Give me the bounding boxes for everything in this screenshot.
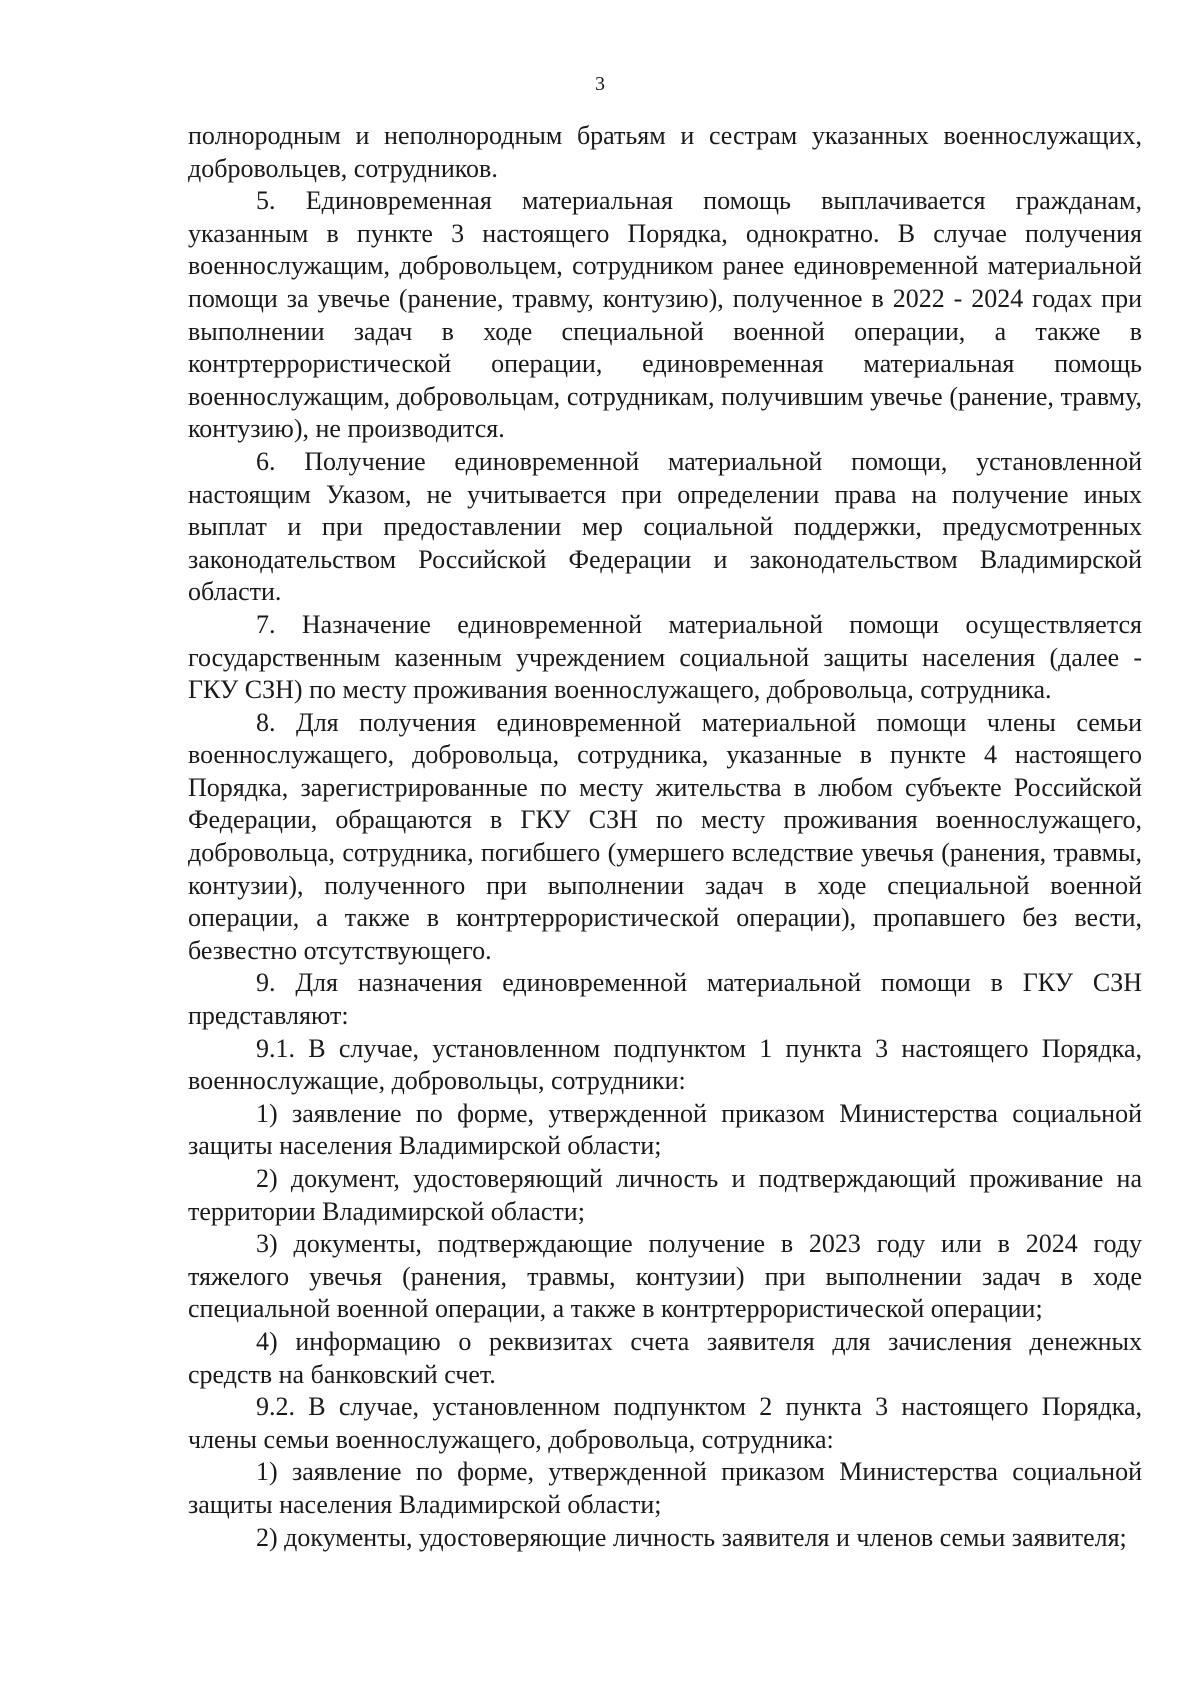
paragraph-item-9-1-3: 3) документы, подтверждающие получение в 2023 году или в 2024 году тяжелого увечья (ранения, травмы, контузии) при выполнении задач в ходе специальной военной операции, а также в контртеррористической операции; <box>188 1229 1142 1324</box>
paragraph-item-8: 8. Для получения единовременной материальной помощи члены семьи военнослужащего, добровольца, сотрудника, указанные в пункте 4 настоящего Порядка, зарегистрированные по месту жительства в любом субъекте Российской Федерации, обращаются в ГКУ СЗН по месту проживания военнослужащего, добровольца, сотрудника, погибшего (умершего вследствие увечья (ранения, травмы, контузии), полученного при выполнении задач в ходе специальной военной операции, а также в контртеррористической операции), пропавшего без вести, безвестно отсутствующего. <box>188 707 1142 965</box>
paragraph-item-9-1: 9.1. В случае, установленном подпунктом 1 пункта 3 настоящего Порядка, военнослужащие, добровольцы, сотрудники: <box>188 1033 1142 1096</box>
paragraph-item-9-2: 9.2. В случае, установленном подпунктом 2 пункта 3 настоящего Порядка, члены семьи военнослужащего, добровольца, сотрудника: <box>188 1392 1142 1454</box>
paragraph-item-9-1-1: 1) заявление по форме, утвержденной приказом Министерства социальной защиты населения Владимирской области; <box>188 1098 1142 1161</box>
paragraph-item-6: 6. Получение единовременной материальной помощи, установленной настоящим Указом, не учитывается при определении права на получение иных выплат и при предоставлении мер социальной поддержки, предусмотренных законодательством Российской Федерации и законодательством Владимирской области. <box>188 446 1142 607</box>
paragraph-item-9-2-2: 2) документы, удостоверяющие личность заявителя и членов семьи заявителя; <box>256 1522 1127 1552</box>
paragraph-item-5: 5. Единовременная материальная помощь выплачивается гражданам, указанным в пункте 3 настоящего Порядка, однократно. В случае получения военнослужащим, добровольцем, сотрудником ранее единовременной материальной помощи за увечье (ранение, травму, контузию), полученное в 2022 - 2024 годах при выполнении задач в ходе специальной военной операции, а также в контртеррористической операции, единовременная материальная помощь военнослужащим, добровольцам, сотрудникам, получившим увечье (ранение, травму, контузию), не производится. <box>188 186 1142 444</box>
paragraph-continuation: полнородным и неполнородным братьям и сестрам указанных военнослужащих, добровольцев, сотрудников. <box>188 121 1142 183</box>
paragraph-item-9-2-1: 1) заявление по форме, утвержденной приказом Министерства социальной защиты населения Владимирской области; <box>188 1457 1142 1519</box>
paragraph-item-7: 7. Назначение единовременной материальной помощи осуществляется государственным казенным учреждением социальной защиты населения (далее - ГКУ СЗН) по месту проживания военнослужащего, добровольца, сотрудника. <box>188 609 1142 705</box>
paragraph-item-9: 9. Для назначения единовременной материальной помощи в ГКУ СЗН представляют: <box>188 968 1142 1031</box>
document-body <box>188 120 1142 1554</box>
paragraph-item-9-1-4: 4) информацию о реквизитах счета заявителя для зачисления денежных средств на банковский счет. <box>188 1326 1142 1389</box>
page-number: 3 <box>595 73 605 95</box>
paragraph-item-9-1-2: 2) документ, удостоверяющий личность и подтверждающий проживание на территории Владимирской области; <box>188 1164 1142 1226</box>
